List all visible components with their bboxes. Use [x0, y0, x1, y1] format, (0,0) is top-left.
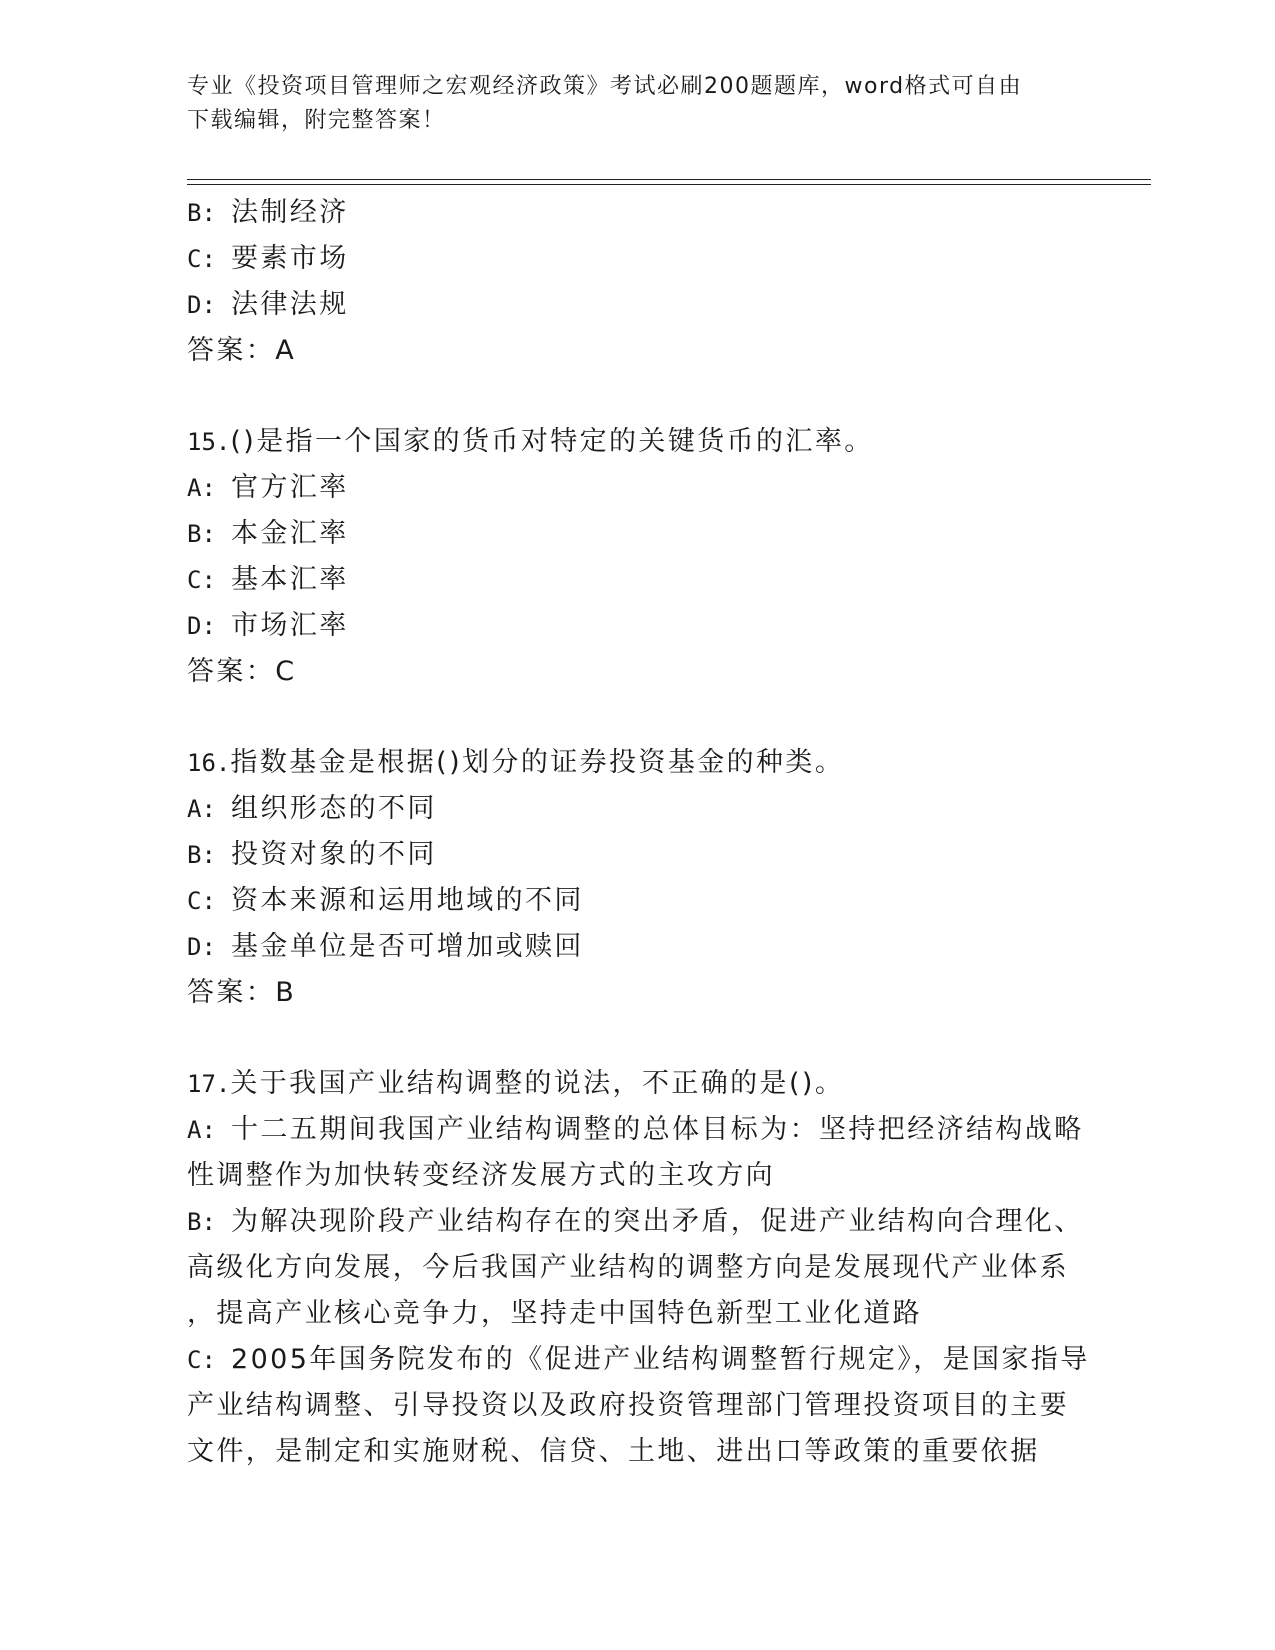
header-line-2: 下载编辑，附完整答案！	[187, 108, 446, 133]
option-d	[187, 282, 1087, 328]
option-text: 投资对象的不同	[231, 839, 437, 870]
option-text-line: 为解决现阶段产业结构存在的突出矛盾，促进产业结构向合理化、	[231, 1206, 1084, 1237]
question-14-tail	[187, 190, 1087, 374]
option-b	[187, 832, 1087, 878]
question-text: ()是指一个国家的货币对特定的关键货币的汇率。	[230, 426, 874, 457]
option-label: C:	[187, 566, 216, 594]
question-number: 15.	[187, 428, 231, 456]
option-text: 资本来源和运用地域的不同	[231, 885, 584, 916]
option-text: 组织形态的不同	[231, 793, 437, 824]
option-label: D:	[187, 291, 216, 319]
option-c	[187, 878, 1087, 924]
option-label: B:	[187, 1208, 216, 1236]
option-label: D:	[187, 612, 216, 640]
option-d	[187, 603, 1087, 649]
option-c	[187, 557, 1087, 603]
option-text: 法律法规	[231, 289, 349, 320]
header-line-1: 专业《投资项目管理师之宏观经济政策》考试必刷200题题库，word格式可自由	[187, 74, 1023, 99]
option-text-line: 十二五期间我国产业结构调整的总体目标为：坚持把经济结构战略	[231, 1114, 1084, 1145]
option-text: 基本汇率	[231, 564, 349, 595]
question-number: 16.	[187, 749, 231, 777]
option-label: B:	[187, 520, 216, 548]
option-b-continued: ，提高产业核心竞争力，坚持走中国特色新型工业化道路	[187, 1298, 922, 1329]
option-label: C:	[187, 1346, 216, 1374]
option-label: A:	[187, 795, 216, 823]
question-17	[187, 1061, 1090, 1475]
option-label: A:	[187, 1116, 216, 1144]
option-text: 本金汇率	[231, 518, 349, 549]
option-c	[187, 236, 1087, 282]
option-text: 要素市场	[231, 243, 349, 274]
option-text-line: 2005年国务院发布的《促进产业结构调整暂行规定》，是国家指导	[231, 1344, 1090, 1375]
option-label: C:	[187, 887, 216, 915]
option-label: D:	[187, 933, 216, 961]
option-a	[187, 786, 1087, 832]
option-text: 基金单位是否可增加或赎回	[231, 931, 584, 962]
answer-line: 答案：B	[187, 977, 297, 1008]
option-label: A:	[187, 474, 216, 502]
question-stem	[187, 740, 1087, 786]
question-list	[187, 190, 1090, 1475]
option-b	[187, 1199, 1087, 1245]
option-text: 法制经济	[231, 197, 349, 228]
option-c-continued: 产业结构调整、引导投资以及政府投资管理部门管理投资项目的主要	[187, 1390, 1069, 1421]
question-number: 17.	[187, 1070, 231, 1098]
option-c-continued: 文件，是制定和实施财税、信贷、土地、进出口等政策的重要依据	[187, 1436, 1040, 1467]
answer-line: 答案：A	[187, 335, 297, 366]
question-16	[187, 740, 1087, 1016]
option-text: 市场汇率	[231, 610, 349, 641]
option-label: C:	[187, 245, 216, 273]
question-15	[187, 419, 1087, 695]
document-header	[187, 70, 1077, 138]
question-stem	[187, 1061, 1087, 1107]
answer-line: 答案：C	[187, 656, 297, 687]
option-a	[187, 465, 1087, 511]
question-text: 指数基金是根据()划分的证券投资基金的种类。	[230, 747, 845, 778]
option-a-continued: 性调整作为加快转变经济发展方式的主攻方向	[187, 1160, 775, 1191]
option-c	[187, 1337, 1090, 1383]
option-b-continued: 高级化方向发展，今后我国产业结构的调整方向是发展现代产业体系	[187, 1252, 1069, 1283]
option-b	[187, 190, 1087, 236]
question-stem	[187, 419, 1087, 465]
option-text: 官方汇率	[231, 472, 349, 503]
option-label: B:	[187, 841, 216, 869]
option-a	[187, 1107, 1087, 1153]
option-b	[187, 511, 1087, 557]
option-label: B:	[187, 199, 216, 227]
header-divider-bottom	[187, 184, 1151, 185]
header-divider-top	[187, 179, 1151, 180]
question-text: 关于我国产业结构调整的说法，不正确的是()。	[230, 1068, 845, 1099]
option-d	[187, 924, 1087, 970]
